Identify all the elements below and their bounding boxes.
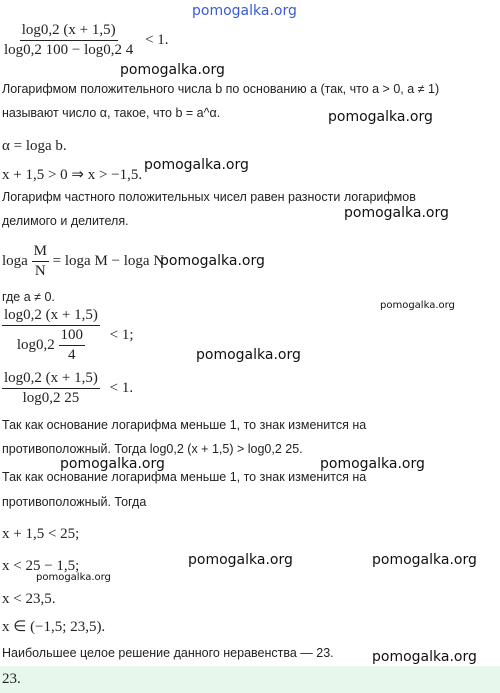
watermark: pomogalka.org bbox=[188, 552, 293, 568]
inequality-step-2 bbox=[2, 307, 134, 364]
numerator: log0,2 (x + 1,5) bbox=[2, 370, 100, 389]
explanation-1-line-1: Так как основание логарифма меньше 1, то знак изменится на bbox=[2, 418, 367, 432]
definition-line-1: Логарифмом положительного числа b по основанию a (так, что a > 0, a ≠ 1) bbox=[2, 82, 440, 96]
watermark-top: pomogalka.org bbox=[192, 3, 297, 19]
final-statement: Наибольшее целое решение данного неравенства — 23. bbox=[2, 646, 334, 660]
rule-line-2: делимого и делителя. bbox=[2, 214, 129, 228]
watermark: pomogalka.org bbox=[196, 347, 301, 363]
relation: < 1. bbox=[145, 31, 169, 48]
den-minus: − bbox=[71, 42, 81, 58]
answer-bar bbox=[0, 666, 500, 693]
fraction bbox=[2, 22, 135, 59]
domain-condition: x + 1,5 > 0 ⇒ x > −1,5. bbox=[2, 167, 143, 183]
numerator: log0,2 (x + 1,5) bbox=[2, 307, 100, 326]
watermark: pomogalka.org bbox=[36, 572, 111, 583]
watermark: pomogalka.org bbox=[320, 456, 425, 472]
den-log: log0,2 bbox=[16, 336, 55, 353]
watermark: pomogalka.org bbox=[160, 253, 265, 269]
solution-interval: x ∈ (−1,5; 23,5). bbox=[2, 619, 106, 635]
solution-step-1: x + 1,5 < 25; bbox=[2, 526, 80, 542]
inequality-original bbox=[2, 22, 169, 59]
denominator bbox=[2, 41, 135, 59]
explanation-2-line-2: противоположный. Тогда bbox=[2, 495, 147, 509]
alpha-equation: α = loga b. bbox=[2, 138, 67, 154]
den-part-b: log0,2 4 bbox=[84, 42, 134, 58]
numerator: M bbox=[32, 243, 49, 262]
watermark: pomogalka.org bbox=[344, 205, 449, 221]
explanation-2-line-1: Так как основание логарифма меньше 1, то знак изменится на bbox=[2, 470, 367, 484]
nested-denominator: 4 bbox=[68, 347, 76, 363]
watermark: pomogalka.org bbox=[60, 456, 165, 472]
watermark: pomogalka.org bbox=[328, 109, 433, 125]
solution-step-3: x < 23,5. bbox=[2, 591, 56, 607]
relation: < 1; bbox=[109, 326, 134, 343]
watermark: pomogalka.org bbox=[120, 62, 225, 78]
quot-lhs: loga bbox=[2, 252, 28, 269]
den-part-a: log0,2 100 bbox=[4, 42, 69, 58]
explanation-1-line-2: противоположный. Тогда log0,2 (x + 1,5) > log0,2 25. bbox=[2, 442, 303, 456]
numerator: log0,2 (x + 1,5) bbox=[20, 22, 118, 41]
fraction bbox=[2, 307, 100, 364]
rule-line-1: Логарифм частного положительных чисел равен разности логарифмов bbox=[2, 190, 416, 204]
denominator: N bbox=[34, 263, 46, 279]
fraction bbox=[32, 243, 49, 280]
solution-step-2: x < 25 − 1,5; bbox=[2, 558, 80, 574]
where-note: где a ≠ 0. bbox=[2, 290, 55, 304]
watermark: pomogalka.org bbox=[372, 552, 477, 568]
nested-numerator: 100 bbox=[59, 327, 86, 346]
watermark: pomogalka.org bbox=[380, 300, 455, 311]
nested-fraction bbox=[59, 327, 86, 364]
watermark: pomogalka.org bbox=[144, 157, 249, 173]
denominator bbox=[15, 326, 87, 364]
quotient-rule bbox=[2, 243, 164, 280]
definition-line-2: называют число α, такое, что b = a^α. bbox=[2, 106, 221, 120]
quot-rhs: = loga M − loga N bbox=[52, 252, 165, 269]
relation: < 1. bbox=[109, 379, 134, 396]
inequality-step-3 bbox=[2, 370, 133, 407]
answer: 23. bbox=[2, 671, 21, 687]
watermark: pomogalka.org bbox=[372, 649, 477, 665]
denominator: log0,2 25 bbox=[22, 390, 80, 406]
fraction bbox=[2, 370, 100, 407]
